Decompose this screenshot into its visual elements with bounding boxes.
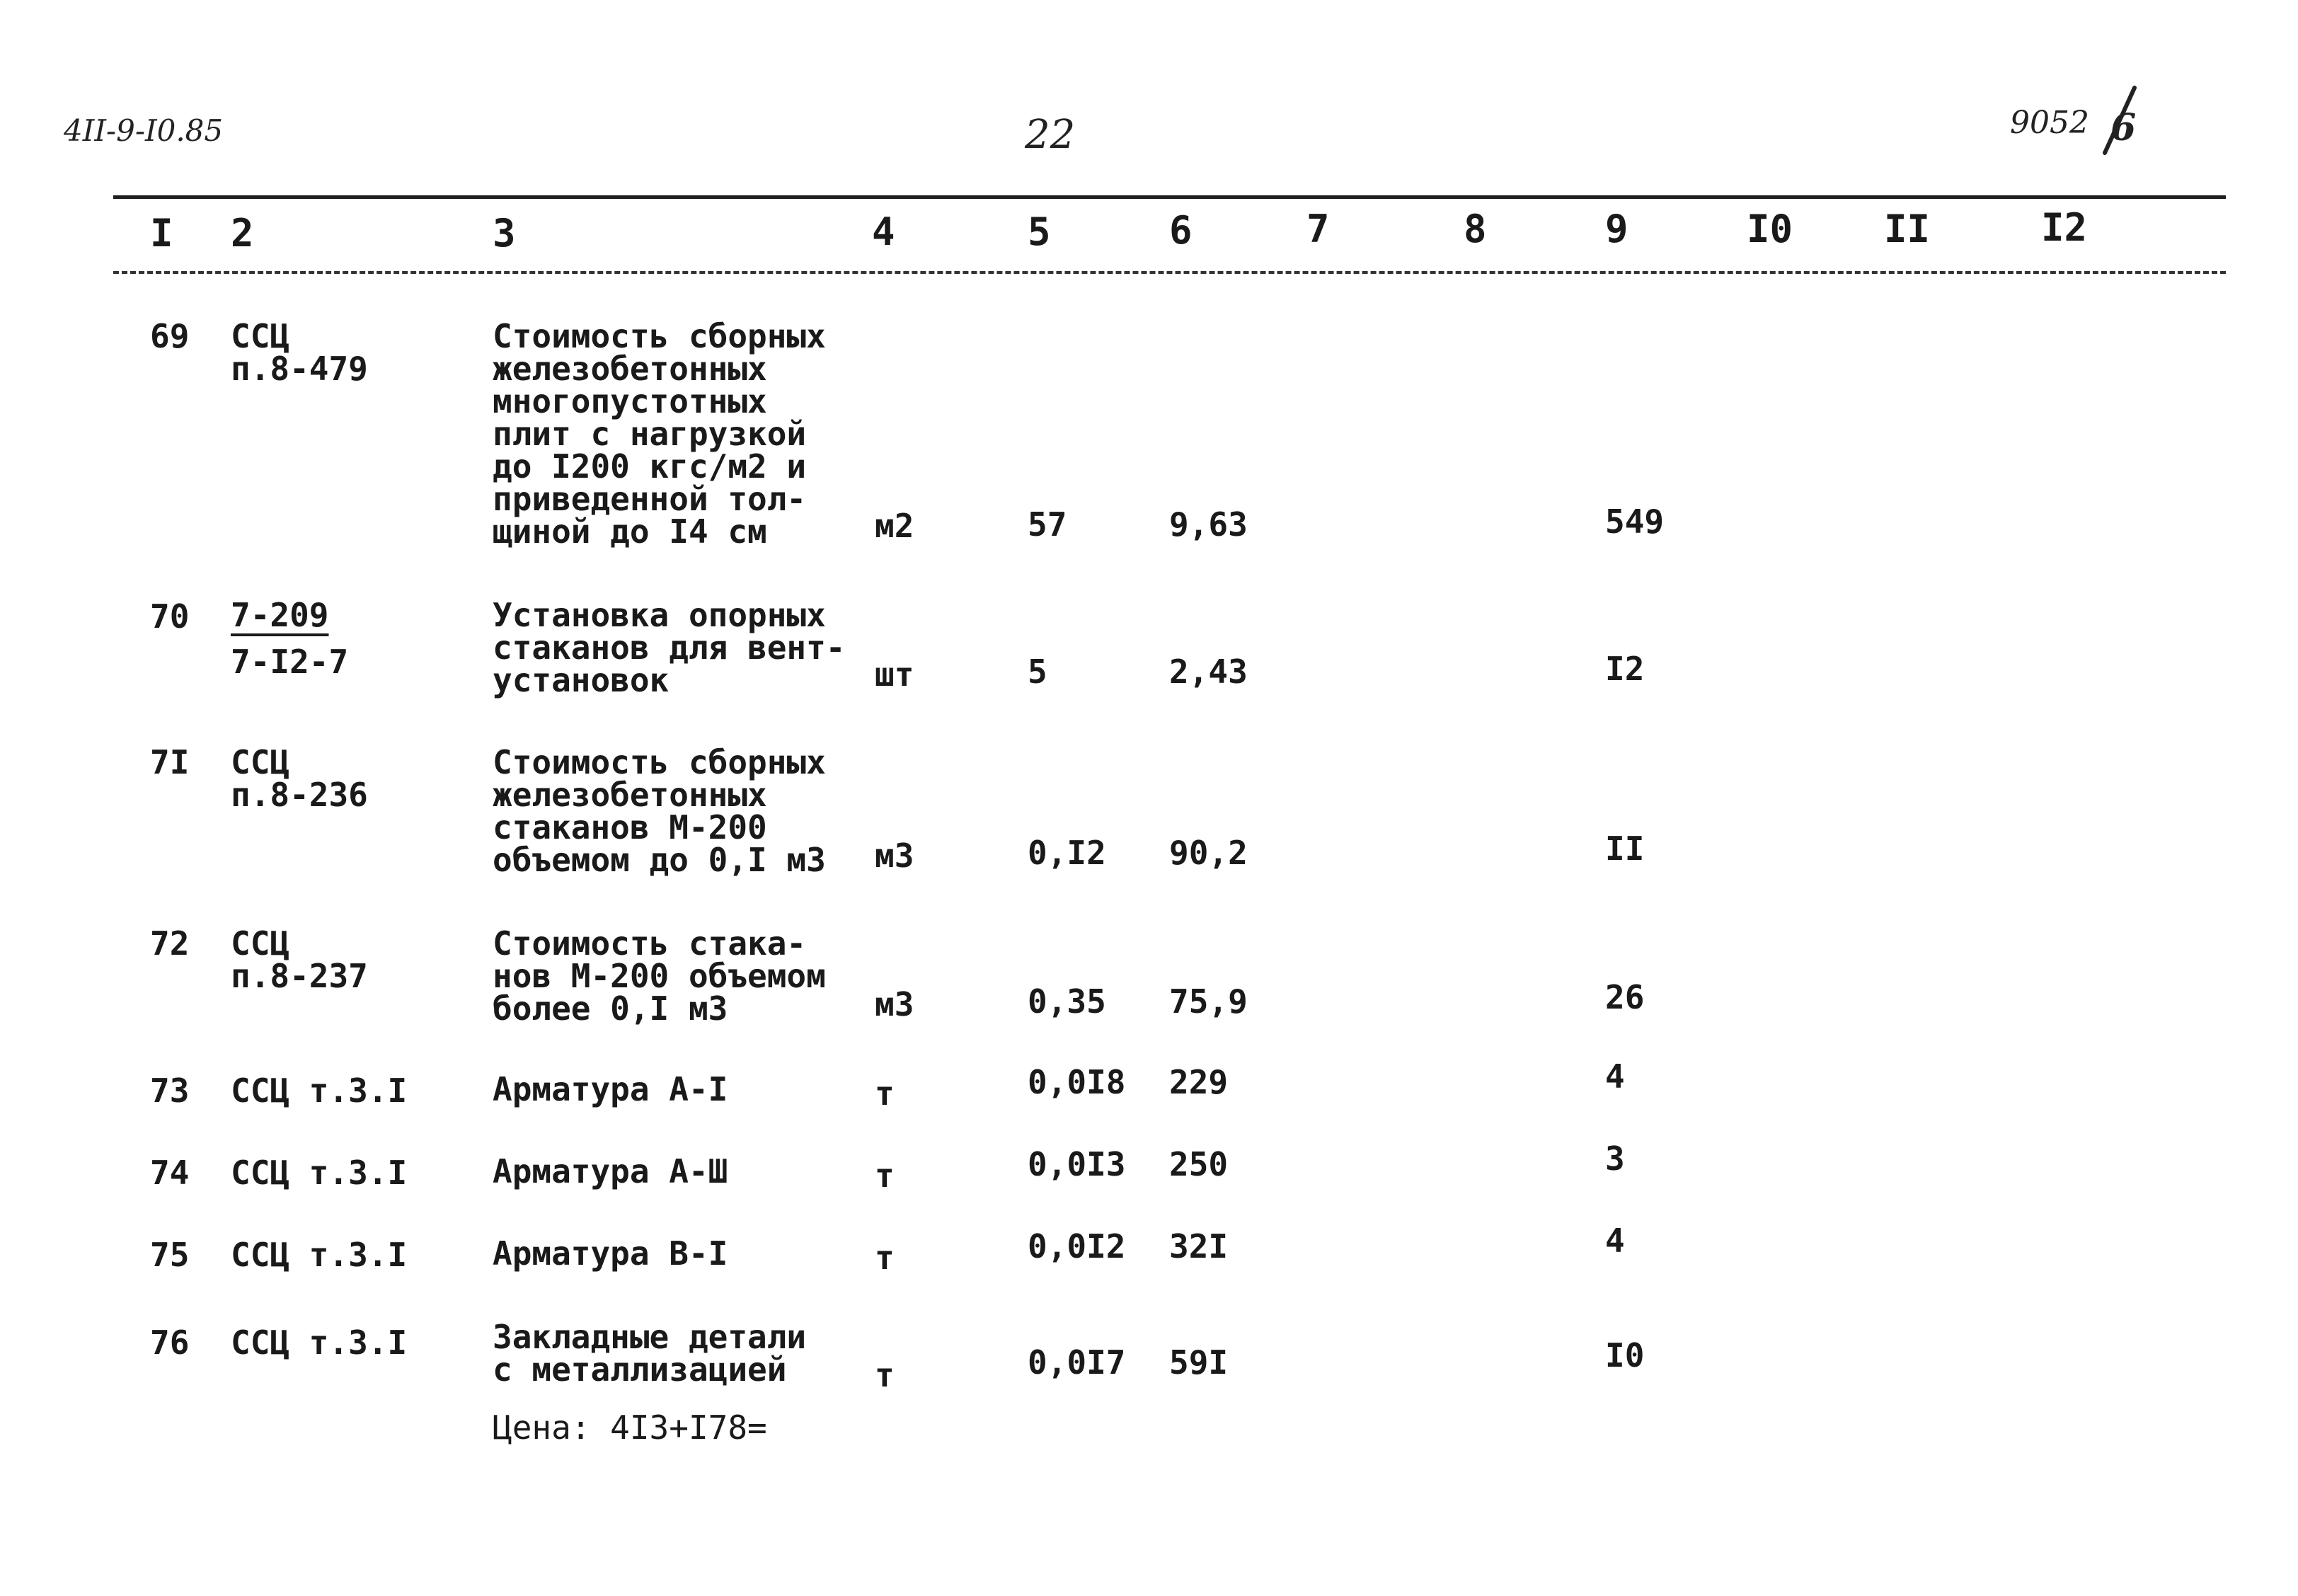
column-header: II bbox=[1884, 207, 1931, 251]
row-number: 76 bbox=[150, 1324, 190, 1362]
unit-price: 90,2 bbox=[1169, 834, 1248, 872]
norm-code bbox=[231, 596, 349, 681]
header-bottom-rule bbox=[113, 271, 2226, 274]
norm-code-line: п.8-479 bbox=[231, 350, 368, 388]
unit: м3 bbox=[875, 837, 914, 875]
norm-code-line: п.8-236 bbox=[231, 776, 368, 814]
total-cost: 549 bbox=[1605, 503, 1665, 541]
column-header: I bbox=[150, 211, 173, 256]
document-code: 4II-9-I0.85 bbox=[64, 113, 224, 148]
column-header: 9 bbox=[1605, 207, 1628, 251]
norm-code bbox=[231, 924, 368, 995]
work-description bbox=[493, 317, 826, 551]
column-header: 2 bbox=[231, 211, 254, 256]
description-line: Закладные детали bbox=[493, 1318, 807, 1356]
norm-code-line: ССЦ bbox=[231, 317, 290, 355]
unit: т bbox=[875, 1074, 895, 1113]
column-header: I2 bbox=[2041, 205, 2088, 250]
norm-code-line: ССЦ bbox=[231, 924, 290, 963]
header-top-rule bbox=[113, 195, 2226, 199]
description-line: стаканов для вент- bbox=[493, 628, 846, 667]
column-header: I0 bbox=[1747, 207, 1793, 251]
quantity: 0,I2 bbox=[1028, 834, 1106, 872]
unit-price: 32I bbox=[1169, 1227, 1229, 1265]
quantity: 0,0I2 bbox=[1028, 1227, 1126, 1265]
quantity: 0,0I8 bbox=[1028, 1063, 1126, 1101]
total-cost: 4 bbox=[1605, 1057, 1625, 1096]
total-cost: II bbox=[1605, 829, 1645, 868]
description-line: плит с нагрузкой bbox=[493, 415, 807, 453]
norm-code: ССЦ т.3.I bbox=[231, 1072, 408, 1110]
description-line: многопустотных bbox=[493, 382, 767, 420]
unit: т bbox=[875, 1239, 895, 1277]
norm-code-denominator: 7-I2-7 bbox=[231, 643, 349, 681]
row-number: 74 bbox=[150, 1154, 190, 1192]
norm-code bbox=[231, 743, 368, 814]
norm-code: ССЦ т.3.I bbox=[231, 1154, 408, 1192]
description-line: более 0,I м3 bbox=[493, 989, 728, 1028]
unit-price: 250 bbox=[1169, 1145, 1229, 1183]
norm-code bbox=[231, 317, 368, 388]
row-number: 69 bbox=[150, 317, 190, 355]
work-description bbox=[493, 1318, 807, 1389]
row-number: 70 bbox=[150, 597, 190, 636]
row-number: 72 bbox=[150, 924, 190, 963]
unit-price: 9,63 bbox=[1169, 505, 1248, 544]
total-cost: 26 bbox=[1605, 978, 1645, 1016]
description-line: Стоимость сборных bbox=[493, 743, 826, 781]
page-number: 22 bbox=[1025, 112, 1076, 158]
quantity: 0,0I7 bbox=[1028, 1343, 1126, 1382]
column-header: 8 bbox=[1464, 207, 1487, 251]
description-line: приведенной тол- bbox=[493, 480, 807, 518]
unit: м3 bbox=[875, 985, 914, 1023]
unit: шт bbox=[875, 655, 914, 694]
total-cost: I0 bbox=[1605, 1336, 1645, 1374]
price-note: Цена: 4I3+I78= bbox=[493, 1408, 767, 1447]
work-description: Арматура А-Ш bbox=[493, 1152, 728, 1190]
unit-price: 229 bbox=[1169, 1063, 1229, 1101]
work-description bbox=[493, 596, 846, 699]
description-line: объемом до 0,I м3 bbox=[493, 841, 826, 879]
total-cost: I2 bbox=[1605, 650, 1645, 688]
norm-code: ССЦ т.3.I bbox=[231, 1236, 408, 1274]
quantity: 0,0I3 bbox=[1028, 1145, 1126, 1183]
work-description: Арматура А-I bbox=[493, 1070, 728, 1108]
column-header: 7 bbox=[1306, 207, 1330, 251]
unit-price: 2,43 bbox=[1169, 653, 1248, 691]
column-header: 5 bbox=[1028, 209, 1051, 254]
norm-code: ССЦ т.3.I bbox=[231, 1324, 408, 1362]
sheet-number: 9052 bbox=[2010, 105, 2089, 141]
row-number: 7I bbox=[150, 743, 190, 781]
description-line: щиной до I4 см bbox=[493, 512, 767, 551]
description-line: железобетонных bbox=[493, 776, 767, 814]
description-line: железобетонных bbox=[493, 350, 767, 388]
work-description bbox=[493, 924, 826, 1028]
quantity: 0,35 bbox=[1028, 982, 1106, 1021]
description-line: Стоимость сборных bbox=[493, 317, 826, 355]
description-line: стаканов М-200 bbox=[493, 808, 767, 846]
norm-code-line: ССЦ bbox=[231, 743, 290, 781]
total-cost: 4 bbox=[1605, 1222, 1625, 1260]
total-cost: 3 bbox=[1605, 1139, 1625, 1178]
row-number: 75 bbox=[150, 1236, 190, 1274]
description-line: до I200 кгс/м2 и bbox=[493, 447, 807, 486]
description-line: нов М-200 объемом bbox=[493, 957, 826, 995]
work-description: Арматура В-I bbox=[493, 1234, 728, 1273]
description-line: установок bbox=[493, 661, 670, 699]
work-description bbox=[493, 743, 826, 879]
sheet-suffix: 6 bbox=[2110, 106, 2137, 149]
unit: м2 bbox=[875, 507, 914, 545]
column-header: 6 bbox=[1169, 208, 1193, 253]
row-number: 73 bbox=[150, 1072, 190, 1110]
column-header: 3 bbox=[493, 211, 516, 256]
quantity: 5 bbox=[1028, 653, 1047, 691]
norm-code-line: п.8-237 bbox=[231, 957, 368, 995]
unit-price: 75,9 bbox=[1169, 982, 1248, 1021]
unit-price: 59I bbox=[1169, 1343, 1229, 1382]
norm-code-numerator: 7-209 bbox=[231, 596, 329, 634]
quantity: 57 bbox=[1028, 505, 1067, 544]
unit: т bbox=[875, 1156, 895, 1195]
description-line: Установка опорных bbox=[493, 596, 826, 634]
column-header: 4 bbox=[872, 209, 895, 254]
description-line: Стоимость стака- bbox=[493, 924, 807, 963]
description-line: с металлизацией bbox=[493, 1350, 787, 1389]
unit: т bbox=[875, 1356, 895, 1394]
